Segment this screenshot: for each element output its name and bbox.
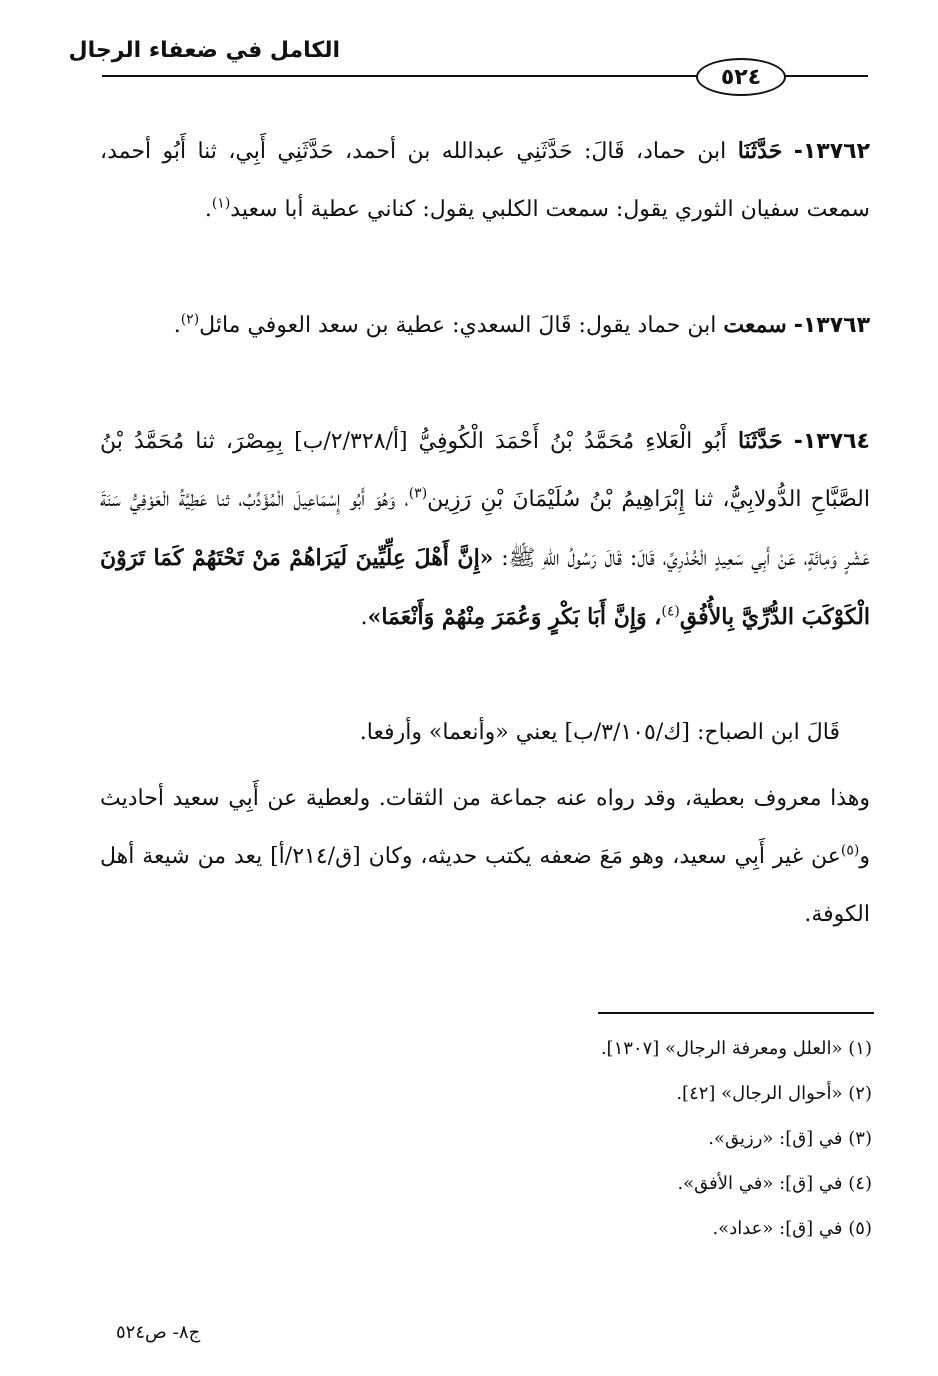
page-number-badge [696, 58, 786, 96]
footnote-text: في [ق]: «عداد». [712, 1218, 843, 1239]
entry-text: ابن حماد، قَالَ: حَدَّثَنِي عبدالله بن أحمد، حَدَّثَنِي أَبِي، ثنا أَبُو أحمد، سمعت سفيان الثوري يقول: سمعت الكلبي يقول: كناني عطية أبا سعيد [100, 139, 870, 222]
footnote-item [172, 1116, 872, 1161]
hadith-text-continued: ، وَإِنَّ أَبَا بَكْرٍ وَعُمَرَ مِنْهُمْ وَأَنْعَمَا» [367, 604, 662, 630]
note-line: قَالَ ابن الصباح: [ك/٣/١٠٥/ب] يعني «وأنعما» وأرفعا. [359, 720, 840, 745]
entry-13762 [100, 122, 870, 239]
entry-paragraph [100, 122, 870, 239]
entry-paragraph [100, 412, 870, 647]
footnote-ref: (١) [211, 195, 231, 212]
footnote-ref: (٣) [408, 485, 428, 502]
page-number: ٥٢٤ [720, 64, 762, 90]
entry-text: أَبُو الْعَلاءِ مُحَمَّدُ بْنُ أَحْمَدَ الْكُوفِيُّ [أ/٢/٣٢٨/ب] بِمِصْرَ، ثنا مُحَمَّدُ بْنُ الصَّبَّاحِ الدُّولابِيُّ، ثنا إِبْرَاهِيمُ بْنُ سُلَيْمَانَ بْنِ رَزِين [100, 429, 870, 512]
scholar-note [100, 704, 870, 762]
running-header-title: الكامل في ضعفاء الرجال [68, 38, 340, 63]
entry-keyword: حَدَّثَنَا [737, 428, 783, 454]
volume-page-reference: ج٨- ص٥٢٤ [116, 1322, 201, 1343]
footnote-text: في [ق]: «رزيق». [708, 1128, 843, 1149]
entry-13764 [100, 412, 870, 647]
footnote-item [172, 1026, 872, 1071]
closing-paragraph [100, 770, 870, 944]
entry-end: . [204, 197, 212, 222]
footnote-item [172, 1071, 872, 1116]
entry-text-continued: ، وَهُوَ أَبُو إِسْمَاعِيلَ الْمُؤَدِّبُ، ثنا عَطِيَّةُ الْعَوْفِيُّ سَنَةَ عَشْرٍ وَمِائَةٍ، عَنْ أَبِي سَعِيدٍ الْخُدْرِيِّ، قَالَ: قَالَ رَسُولُ اللهِ ﷺ: [100, 487, 870, 571]
footnote-number: (١) [848, 1038, 872, 1059]
footnote-number: (٣) [848, 1128, 872, 1149]
footnote-ref: (٤) [661, 603, 680, 620]
footnote-item [172, 1206, 872, 1251]
footnote-ref: (٥) [840, 842, 860, 859]
entry-keyword: حَدَّثَنَا [737, 138, 783, 164]
closing-remark [100, 770, 870, 944]
entry-end: . [173, 313, 181, 338]
footnote-number: (٤) [848, 1173, 872, 1194]
footnote-text: في [ق]: «في الأفق». [677, 1173, 843, 1194]
footnotes [172, 1026, 872, 1251]
entry-text: ابن حماد يقول: قَالَ السعدي: عطية بن سعد العوفي مائل [199, 313, 717, 338]
entry-number: ١٣٧٦٢- [793, 139, 871, 164]
footnote-ref: (٢) [180, 311, 200, 328]
entry-keyword: سمعت [723, 312, 787, 338]
footnote-text: «العلل ومعرفة الرجال» [١٣٠٧]. [600, 1038, 843, 1059]
entry-paragraph [100, 296, 870, 355]
footnote-number: (٥) [848, 1218, 872, 1239]
entry-end: . [360, 605, 368, 630]
footnote-separator [598, 1012, 874, 1014]
entry-number: ١٣٧٦٣- [793, 313, 870, 338]
closing-text: وهذا معروف بعطية، وقد رواه عنه جماعة من الثقات. ولعطية عن أَبِي سعيد أحاديث و [100, 786, 870, 869]
entry-13763 [100, 296, 870, 355]
closing-text-continued: عن غير أَبِي سعيد، وهو مَعَ ضعفه يكتب حديثه، وكان [ق/٢١٤/أ] يعد من شيعة أهل الكوفة. [100, 844, 870, 927]
footnote-item [172, 1161, 872, 1206]
hadith-text: «إِنَّ أَهْلَ عِلِّيِّينَ لَيَرَاهُمْ مَنْ تَحْتَهُمْ كَمَا تَرَوْنَ الْكَوْكَبَ الدُّرِّيَّ بِالأُفُقِ [100, 545, 870, 630]
footnote-text: «أحوال الرجال» [٤٢]. [676, 1083, 843, 1104]
footnote-number: (٢) [848, 1083, 872, 1104]
entry-number: ١٣٧٦٤- [793, 429, 870, 454]
